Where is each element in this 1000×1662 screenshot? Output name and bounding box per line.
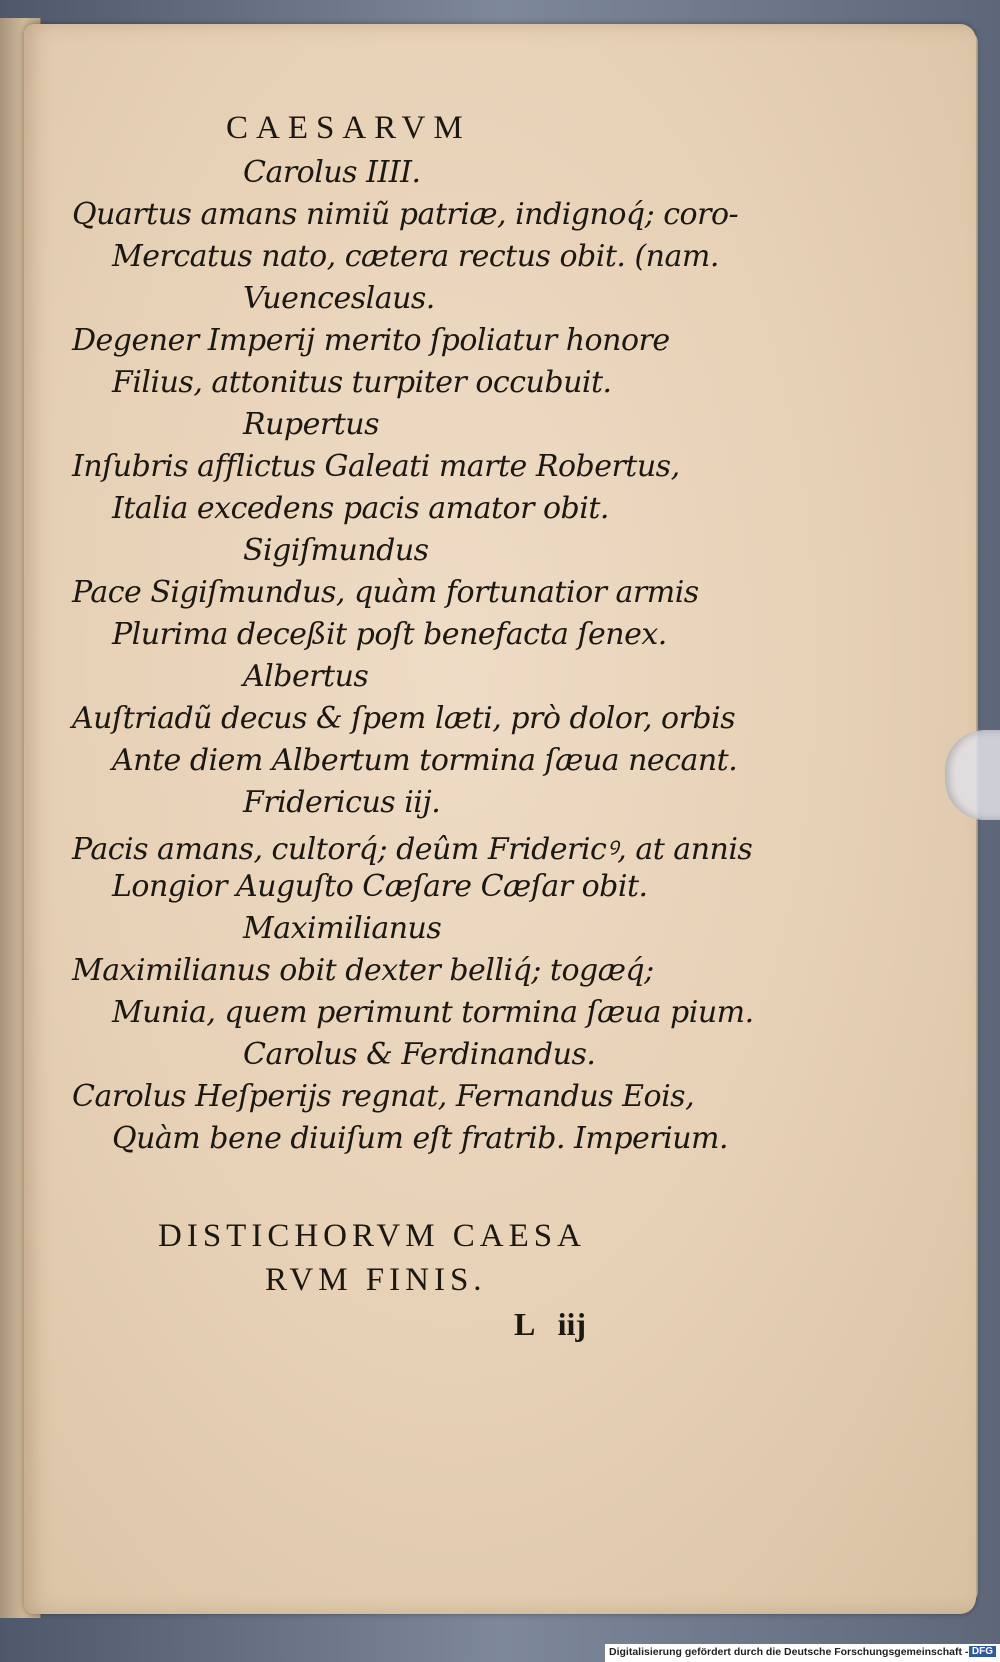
emperor-name: Sigiſmundus — [243, 533, 429, 568]
verse-line: Longior Auguſto Cæſare Cæſar obit. — [112, 869, 648, 904]
finis-line: RVM FINIS. — [265, 1262, 487, 1298]
dfg-logo: DFG — [969, 1646, 996, 1657]
verse-line: Carolus Heſperijs regnat, Fernandus Eois, — [72, 1079, 695, 1114]
footer-credit: Digitalisierung gefördert durch die Deutsche Forschungsgemeinschaft - — [609, 1646, 969, 1658]
verse-line: Pacis amans, cultorq́; deûm Fridericꝰ, at annis — [72, 832, 753, 867]
verse-line: Quàm bene diuiſum eſt fratrib. Imperium. — [112, 1121, 729, 1156]
verse-line: Munia, quem perimunt tormina ſæua pium. — [112, 995, 754, 1030]
page-heading: CAESARVM — [226, 110, 471, 146]
emperor-name: Carolus & Ferdinandus. — [243, 1037, 596, 1072]
verse-line: Ante diem Albertum tormina ſæua necant. — [112, 743, 738, 778]
emperor-name: Rupertus — [243, 407, 379, 442]
verse-line: Mercatus nato, cætera rectus obit. (nam. — [112, 239, 719, 274]
emperor-name: Vuenceslaus. — [243, 281, 435, 316]
verse-line: Plurima deceßit poſt benefacta ſenex. — [112, 617, 667, 652]
verse-line: Filius, attonitus turpiter occubuit. — [112, 365, 612, 400]
verse-line: Degener Imperij merito ſpoliatur honore — [72, 323, 670, 358]
verse-line: Quartus amans nimiũ patriæ, indignoq́; coro- — [72, 197, 739, 232]
verse-line: Pace Sigiſmundus, quàm fortunatior armis — [72, 575, 699, 610]
emperor-name: Carolus IIII. — [243, 155, 421, 190]
signature-mark: L iij — [514, 1306, 587, 1342]
emperor-name: Fridericus iij. — [243, 785, 441, 820]
emperor-name: Maximilianus — [243, 911, 442, 946]
verse-line: Inſubris afflictus Galeati marte Robertus, — [72, 449, 680, 484]
verse-line: Maximilianus obit dexter belliq́; togæq́; — [72, 953, 654, 988]
finis-line: DISTICHORVM CAESA — [158, 1218, 586, 1254]
verse-line: Italia excedens pacis amator obit. — [112, 491, 609, 526]
verse-line: Auſtriadũ decus & ſpem læti, prò dolor, orbis — [72, 701, 736, 736]
emperor-name: Albertus — [243, 659, 369, 694]
digitization-footer — [605, 1644, 1000, 1662]
